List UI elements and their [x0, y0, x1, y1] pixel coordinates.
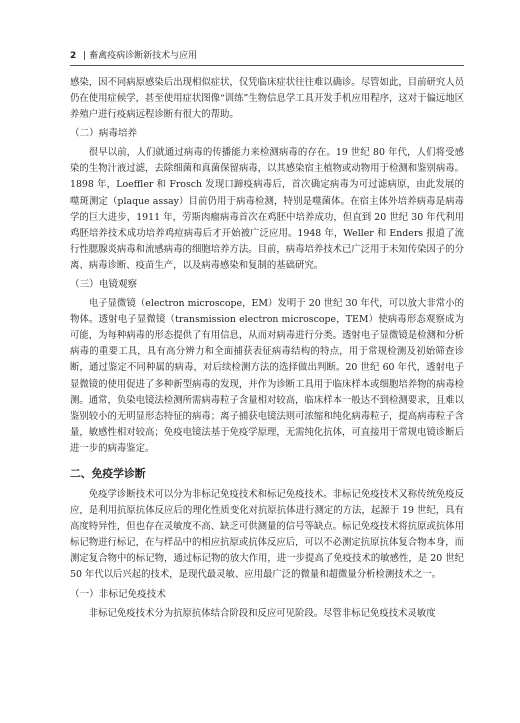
- running-header: [70, 50, 464, 66]
- running-title: 畜禽疫病诊断新技术与应用: [89, 51, 198, 61]
- subheading-non-labeled-immunoassay: （一）非标记免疫技术: [70, 588, 166, 600]
- page-body: [70, 75, 464, 622]
- body-paragraph-5: 非标记免疫技术分为抗原抗体结合阶段和反应可见阶段。尽管非标记免疫技术灵敏度: [88, 607, 436, 619]
- section-heading-immunodiagnosis: 二、免疫学诊断: [70, 466, 146, 480]
- body-paragraph-3: 电子显微镜（electron microscope，EM）发明于 20 世纪 30 年代，可以放大非常小的物体。透射电子显微镜（transmission electron microscope，TEM）使病毒形态观察成为可能，为每种病毒的形态提供了有用信息，从而对病毒进行分类。透射电子显微镜是检测和分析病毒的重要工具，具有高分辨力和全面捕获表征病毒结构的特点，用于常规检测及初始筛查诊断，通过鉴定不同种属的病毒，对后续检测方法的选择做出判断。20 世纪 60 年代，透射电子显微镜的使用促进了多种新型病毒的发现，并作为诊断工具用于临床样本或细胞培养物的病毒检测。通常，负染电镜法检测所需病毒粒子含量相对较高，临床样本一般达不到检测要求，且难以鉴别较小的无明显形态特征的病毒；离子捕获电镜法则可浓缩和纯化病毒粒子，提高病毒粒子含量，敏感性相对较高；免疫电镜法基于免疫学原理，无需纯化抗体，可直接用于常规电镜诊断后进一步的病毒鉴定。: [70, 298, 464, 454]
- subheading-electron-microscopy: （三）电镜观察: [70, 279, 138, 291]
- body-paragraph-4: 免疫学诊断技术可以分为非标记免疫技术和标记免疫技术。非标记免疫技术又称传统免疫反应，是利用抗原抗体反应后的理化性质变化对抗原抗体进行测定的方法，起源于 19 世纪，具有高度特异性，但也存在灵敏度不高、缺乏可供测量的信号等缺点。标记免疫技术将抗原或抗体用标记物进行标记，在与样品中的相应抗原或抗体反应后，可以不必测定抗原抗体复合物本身，而测定复合物中的标记物，通过标记物的放大作用，进一步提高了免疫技术的敏感性，是 20 世纪 50 年代以后兴起的技术，是现代最灵敏、应用最广泛的微量和超微量分析检测技术之一。: [70, 488, 464, 581]
- body-paragraph-2: 很早以前，人们就通过病毒的传播能力来检测病毒的存在。19 世纪 80 年代，人们将受感染的生物汁液过滤，去除细菌和真菌保留病毒，以其感染宿主植物或动物用于检测和鉴别病毒。1898 年，Loeffler 和 Frosch 发现口蹄疫病毒后，首次确定病毒为可过滤病原，由此发展的噬斑测定（plaque assay）目前仍用于病毒检测，特别是噬菌体。在宿主体外培养病毒是病毒学的巨大进步，1911 年，劳斯肉瘤病毒首次在鸡胚中培养成功，但直到 20 世纪 30 年代利用鸡胚培养技术成功培养鸡痘病毒后才开始被广泛应用。1948 年，Weller 和 Enders 报道了流行性腮腺炎病毒和流感病毒的细胞培养方法。目前，病毒培养技术已广泛用于未知传染因子的分离、病毒诊断、疫苗生产，以及病毒感染和复制的基础研究。: [70, 147, 464, 271]
- page-number: 2: [70, 51, 77, 61]
- body-paragraph-1: 感染，因不同病原感染后出现相似症状，仅凭临床症状往往难以确诊。尽管如此，目前研究人员仍在使用症候学，甚至使用症状图像“训练”生物信息学工具开发手机应用程序，这对于偏远地区养殖户进行疫病远程诊断有很大的帮助。: [70, 77, 464, 121]
- subheading-virus-culture: （二）病毒培养: [70, 128, 138, 140]
- header-separator: |: [83, 51, 87, 61]
